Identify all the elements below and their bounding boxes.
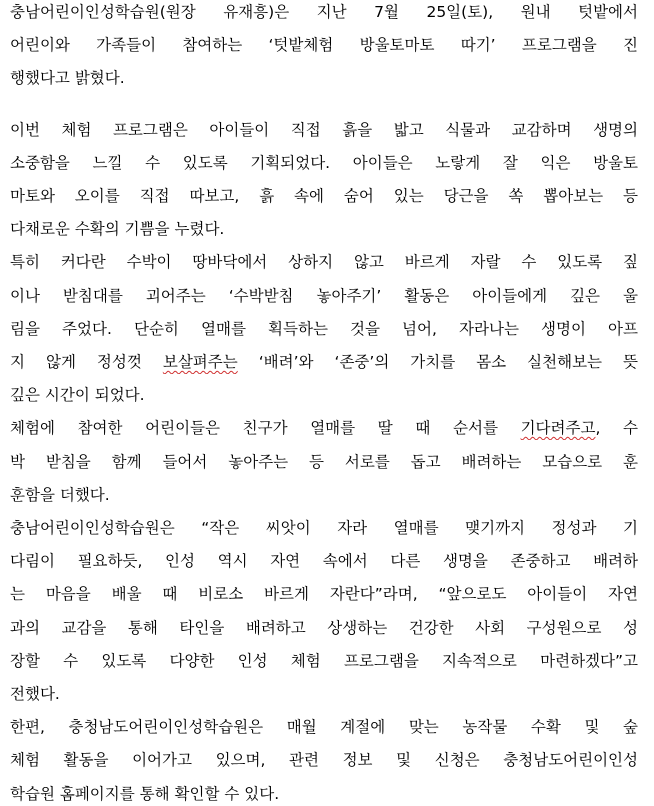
text-line [10,649,638,673]
text-segment: 지 않게 정성껏 [10,353,163,371]
text-segment: 충남어린이인성학습원은 “작은 씨앗이 자라 열매를 맺기까지 정성과 기 [10,519,638,537]
text-line [10,383,638,407]
text-segment: 특히 커다란 수박이 땅바닥에서 상하지 않고 바르게 자랄 수 있도록 짚 [10,253,638,271]
text-line [10,250,638,274]
text-line [10,616,638,640]
text-segment: 훈함을 더했다. [10,486,110,504]
text-line [10,317,638,341]
text-line [10,184,638,208]
text-segment: , 수 [595,419,638,437]
text-segment: 어린이와 가족들이 참여하는 ‘텃밭체험 방울토마토 따기’ 프로그램을 진 [10,36,638,54]
text-segment: 림을 주었다. 단순히 열매를 획득하는 것을 넘어, 자라나는 생명이 아프 [10,320,638,338]
text-segment: 소중함을 느낄 수 있도록 기획되었다. 아이들은 노랗게 잘 익은 방울토 [10,154,638,172]
text-line [10,284,638,308]
text-segment: ‘배려’와 ‘존중’의 가치를 몸소 실천해보는 뜻 [237,353,638,371]
text-line [10,66,638,90]
text-segment: 이나 받침대를 괴어주는 ‘수박받침 놓아주기’ 활동은 아이들에게 깊은 울 [10,287,638,305]
text-line [10,151,638,175]
text-segment: 장할 수 있도록 다양한 인성 체험 프로그램을 지속적으로 마련하겠다”고 [10,652,638,670]
text-line [10,582,638,606]
text-line [10,450,638,474]
text-segment: 학습원 홈페이지를 통해 확인할 수 있다. [10,785,280,803]
spellcheck-flagged-word: 보살펴주는 [162,353,238,371]
text-line [10,516,638,540]
text-segment: 행했다고 밝혔다. [10,69,125,87]
text-segment: 마토와 오이를 직접 따보고, 흙 속에 숨어 있는 당근을 쏙 뽑아보는 등 [10,187,638,205]
text-segment: 이번 체험 프로그램은 아이들이 직접 흙을 밟고 식물과 교감하며 생명의 [10,121,638,139]
text-line [10,782,638,806]
text-segment: 한편, 충청남도어린이인성학습원은 매월 계절에 맞는 농작물 수확 및 숲 [10,718,638,736]
text-segment: 전했다. [10,685,60,703]
text-segment: 다림이 필요하듯, 인성 역시 자연 속에서 다른 생명을 존중하고 배려하 [10,552,638,570]
text-line [10,483,638,507]
spellcheck-flagged-word: 기다려주고 [520,419,596,437]
text-line [10,715,638,739]
text-line [10,748,638,772]
text-line [10,217,638,241]
text-segment: 다채로운 수확의 기쁨을 누렸다. [10,220,225,238]
text-segment: 는 마음을 배울 때 비로소 바르게 자란다”라며, “앞으로도 아이들이 자연 [10,585,638,603]
text-segment: 깊은 시간이 되었다. [10,386,145,404]
text-segment: 과의 교감을 통해 타인을 배려하고 상생하는 건강한 사회 구성원으로 성 [10,619,638,637]
text-line [10,682,638,706]
text-segment: 충남어린이인성학습원(원장 유재흥)은 지난 7월 25일(토), 원내 텃밭에서 [10,3,638,21]
text-line [10,118,638,142]
text-line [10,0,638,24]
text-line [10,549,638,573]
text-line [10,350,638,374]
text-line [10,33,638,57]
text-segment: 체험에 참여한 어린이들은 친구가 열매를 딸 때 순서를 [10,419,521,437]
text-segment: 박 받침을 함께 들어서 놓아주는 등 서로를 돕고 배려하는 모습으로 훈 [10,453,638,471]
text-line [10,416,638,440]
text-segment: 체험 활동을 이어가고 있으며, 관련 정보 및 신청은 충청남도어린이인성 [10,751,638,769]
